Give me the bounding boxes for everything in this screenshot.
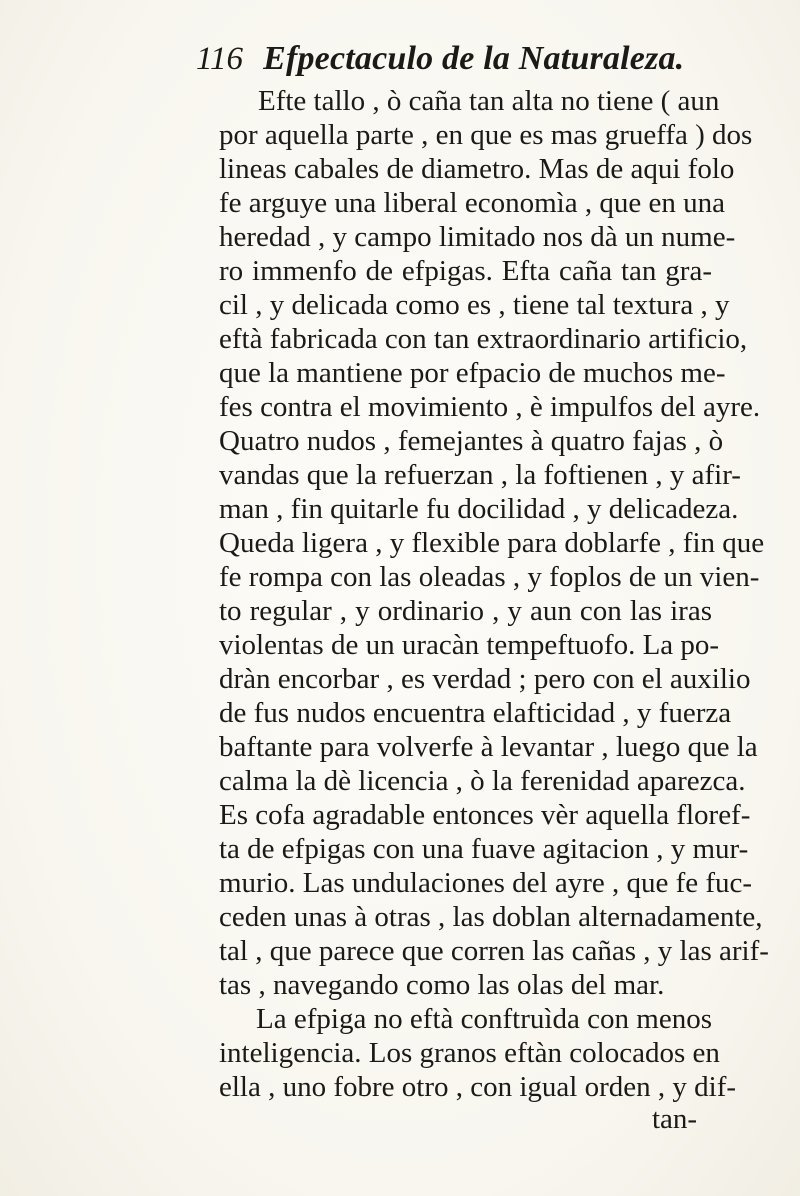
text-line: Quatro nudos , femejantes à quatro fajas , ò bbox=[219, 425, 724, 457]
text-line: tal , que parece que corren las cañas , y las arif- bbox=[219, 935, 769, 967]
text-line: lineas cabales de diametro. Mas de aqui folo bbox=[219, 153, 735, 185]
text-line: fe arguye una liberal economìa , que en una bbox=[219, 187, 725, 219]
text-line: dràn encorbar , es verdad ; pero con el auxilio bbox=[219, 663, 751, 695]
text-line: tas , navegando como las olas del mar. bbox=[219, 969, 665, 1001]
text-line: La efpiga no eftà conftruìda con menos bbox=[256, 1003, 712, 1035]
text-line: ceden unas à otras , las doblan alternadamente, bbox=[219, 901, 763, 933]
text-line: ta de efpigas con una fuave agitacion , y mur- bbox=[219, 833, 749, 865]
text-line: fes contra el movimiento , è impulfos del ayre. bbox=[219, 391, 761, 423]
page-number: 116 bbox=[196, 41, 244, 77]
text-line: por aquella parte , en que es mas grueffa ) dos bbox=[219, 119, 753, 151]
text-line: ro immenfo de efpigas. Efta caña tan gra- bbox=[219, 255, 712, 287]
text-line: murio. Las undulaciones del ayre , que fe fuc- bbox=[219, 867, 753, 899]
catchword: tan- bbox=[652, 1103, 698, 1135]
text-line: ella , uno fobre otro , con igual orden , y dif- bbox=[219, 1071, 737, 1103]
text-line: de fus nudos encuentra elafticidad , y fuerza bbox=[219, 697, 732, 729]
text-line: inteligencia. Los granos eftàn colocados en bbox=[219, 1037, 720, 1069]
text-line: Efte tallo , ò caña tan alta no tiene ( aun bbox=[258, 85, 720, 117]
text-line: fe rompa con las oleadas , y foplos de un vien- bbox=[219, 561, 760, 593]
text-line: eftà fabricada con tan extraordinario artificio, bbox=[219, 323, 748, 355]
text-line: Queda ligera , y flexible para doblarfe , fin que bbox=[219, 527, 765, 559]
text-line: Es cofa agradable entonces vèr aquella floref- bbox=[219, 799, 751, 831]
running-title: Efpectaculo de la Naturaleza. bbox=[263, 40, 685, 77]
page-header bbox=[196, 40, 684, 84]
text-line: que la mantiene por efpacio de muchos me- bbox=[219, 357, 726, 389]
text-line: violentas de un uracàn tempeftuofo. La po- bbox=[219, 629, 720, 661]
text-line: man , fin quitarle fu docilidad , y delicadeza. bbox=[219, 493, 739, 525]
text-line: to regular , y ordinario , y aun con las iras bbox=[219, 595, 712, 627]
text-line: vandas que la refuerzan , la foftienen , y afir- bbox=[219, 459, 741, 491]
text-line: calma la dè licencia , ò la ferenidad aparezca. bbox=[219, 765, 746, 797]
text-line: baftante para volverfe à levantar , luego que la bbox=[219, 731, 758, 763]
text-line: cil , y delicada como es , tiene tal textura , y bbox=[219, 289, 730, 321]
text-line: heredad , y campo limitado nos dà un nume- bbox=[219, 221, 736, 253]
